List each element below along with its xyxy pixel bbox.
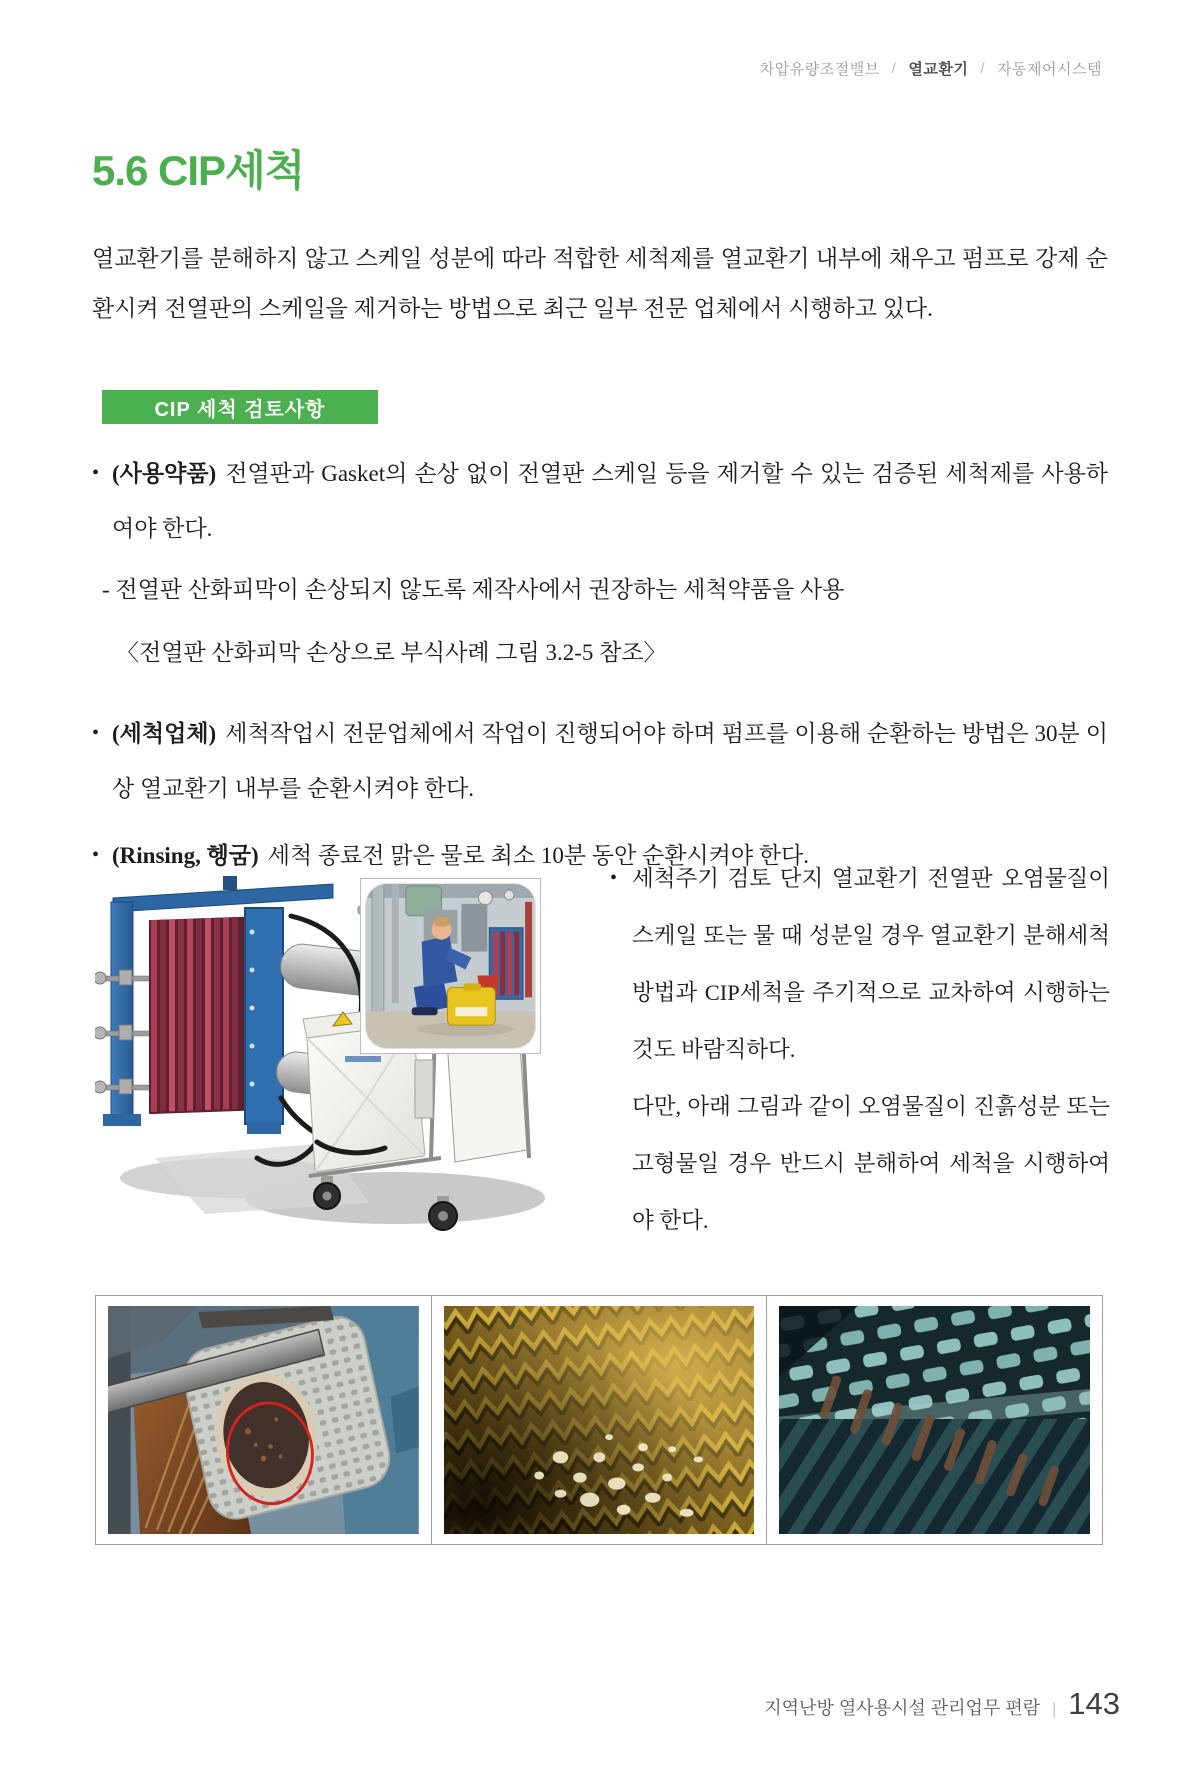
breadcrumb [760,58,1102,79]
figure-note-paragraph: 세척주기 검토 단지 열교환기 전열판 오염물질이 스케일 또는 물 때 성분일 경우 열교환기 분해세척 방법과 CIP세척을 주기적으로 교차하여 시행하는 것도 바람직하다. [632,866,1110,1062]
checklist [92,446,1108,883]
fouling-photo-scale [431,1296,767,1544]
bullet-icon: • [610,867,618,889]
bullet-icon: • [92,462,100,484]
scaled-plate-photo-drawing [444,1306,755,1534]
item-text: 세척 종료전 맑은 물로 최소 10분 동안 순환시켜야 한다. [267,843,810,868]
section-title: 5.6 CIP세척 [92,147,305,194]
bullet-icon: • [92,722,100,744]
breadcrumb-separator: / [891,60,897,77]
checklist-item [92,706,1108,816]
footer-book-title: 지역난방 열사용시설 관리업무 편람 [764,1698,1041,1718]
footer-separator: | [1052,1701,1057,1718]
breadcrumb-separator: / [980,60,986,77]
mud-deposit-photo-drawing [779,1306,1090,1534]
page-number: 143 [1068,1686,1120,1721]
bullet-icon: • [92,844,100,866]
technician-photo-drawing [366,884,535,1048]
checklist-badge: CIP 세척 검토사항 [102,390,378,424]
item-text: 전열판과 Gasket의 손상 없이 전열판 스케일 등을 제거할 수 있는 검증된 세척제를 사용하여야 한다. [112,461,1108,541]
fouling-photo-strip [95,1295,1103,1545]
fouling-photo-mud [766,1296,1102,1544]
figure-note [610,850,1110,1249]
checklist-subitem: - 전열판 산화피막이 손상되지 않도록 제작사에서 권장하는 세척약품을 사용 [102,577,845,602]
fouling-photo-port [96,1296,431,1544]
page-footer [764,1686,1120,1722]
item-lead: (사용약품) [112,461,217,486]
breadcrumb-item: 차압유량조절밸브 [759,61,880,78]
item-lead: (Rinsing, 헹굼) [112,843,259,868]
item-text: 세척작업시 전문업체에서 작업이 진행되어야 하며 펌프를 이용해 순환하는 방법은 30분 이상 열교환기 내부를 순환시켜야 한다. [112,721,1108,801]
item-lead: (세척업체) [112,721,217,746]
figure-note-paragraph: 다만, 아래 그림과 같이 오염물질이 진흙성분 또는 고형물일 경우 반드시 분해하여 세척을 시행하여야 한다. [632,1094,1110,1233]
cip-site-photo [365,883,536,1049]
checklist-item [92,446,1108,556]
fouled-port-photo-drawing [108,1306,419,1534]
intro-paragraph: 열교환기를 분해하지 않고 스케일 성분에 따라 적합한 세척제를 열교환기 내부에 채우고 펌프로 강제 순환시켜 전열판의 스케일을 제거하는 방법으로 최근 일부 전문 업체에서 시행하고 있다. [92,246,1108,321]
checklist-subitem-reference: 〈전열판 산화피막 손상으로 부식사례 그림 3.2-5 참조〉 [116,640,667,665]
cip-site-photo-frame [360,878,541,1054]
breadcrumb-item-current: 열교환기 [908,61,969,78]
breadcrumb-item: 자동제어시스템 [997,61,1102,78]
